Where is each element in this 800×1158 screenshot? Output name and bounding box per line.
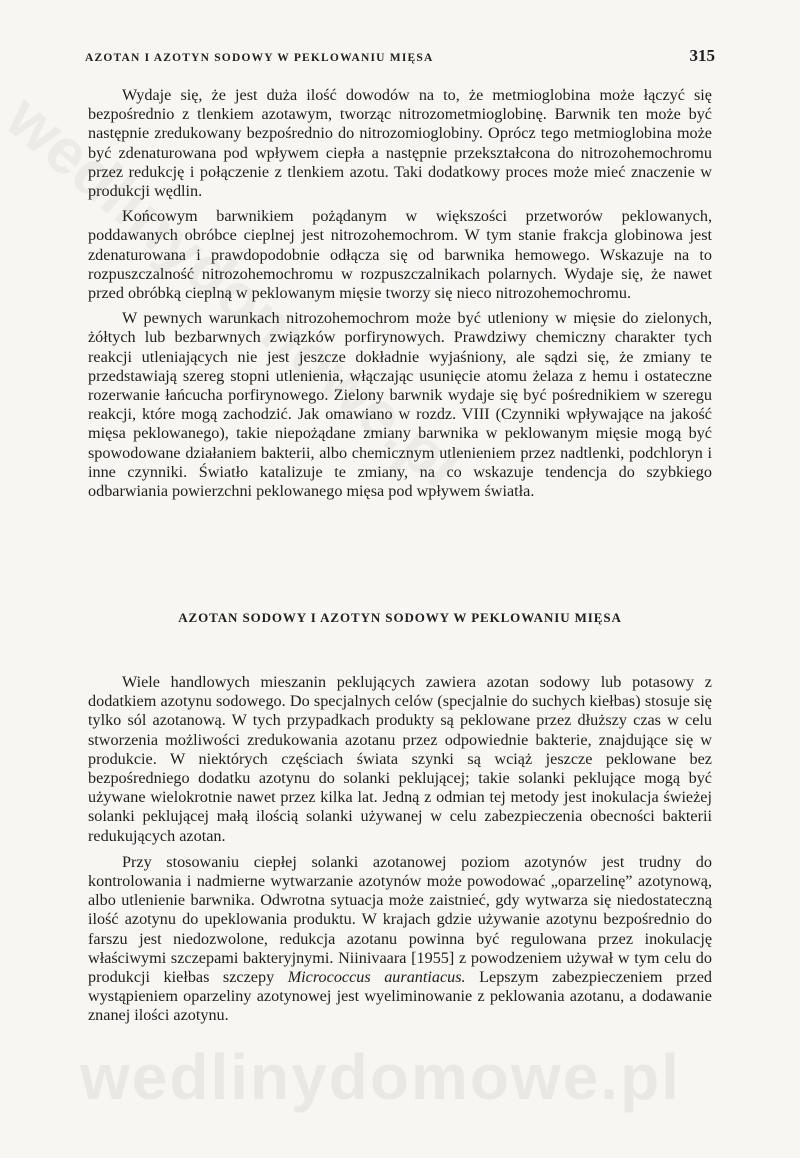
paragraph: Wydaje się, że jest duża ilość dowodów na to, że metmioglobina może łączyć się bezpośrednio z tlenkiem azotawym, tworząc nitrozometmioglobinę. Barwnik ten może być następnie zredukowany bezpośrednio do nitrozomioglobiny. Oprócz tego metmioglobina może być zdenaturowana pod wpływem ciepła a następnie przekształcona do nitrozohemochromu przez redukcję i połączenie z tlenkiem azotu. Taki dodatkowy proces może mieć znaczenie w produkcji wędlin. (88, 86, 712, 201)
paragraph-text: Przy stosowaniu ciepłej solanki azotanowej poziom azotynów jest trudny do kontrolowania i nadmierne wytwarzanie azotynów może powodować „oparzelinę” azotynową, albo utlenienie barwnika. Odwrotna sytuacja może zaistnieć, gdy wytwarza się niedostateczną ilość azotynu do upeklowania produktu. W krajach gdzie używanie azotynu bezpośrednio do farszu jest niedozwolone, redukcja azotanu powinna być regulowana przez inokulację właściwymi szczepami bakteryjnymi. Niinivaara [1955] z powodzeniem używał w tym celu do produkcji kiełbas szczepy (88, 852, 712, 987)
running-title: AZOTAN I AZOTYN SODOWY W PEKLOWANIU MIĘSA (85, 52, 434, 64)
running-header (85, 46, 715, 66)
paragraph-text: Lepszym zabezpieczeniem przed wystąpieniem oparzeliny azotynowej jest wyeliminowanie z peklowania azotanu, a dodawanie znanej ilości azotynu. (88, 968, 712, 1025)
paragraph (88, 853, 712, 1026)
watermark: wedlinydomowe.pl (80, 1041, 681, 1113)
species-name: Micrococcus aurantiacus. (287, 968, 466, 987)
paragraph: W pewnych warunkach nitrozohemochrom może być utleniony w mięsie do zielonych, żółtych lub bezbarwnych związków porfirynowych. Prawdziwy chemiczny charakter tych reakcji utleniających nie jest jeszcze dokładnie wyjaśniony, ale sądzi się, że zmiany te przedstawiają szereg stopni utlenienia, włączając usunięcie atomu żelaza z hemu i ostateczne rozerwanie łańcucha porfirynowego. Zielony barwnik wydaje się być pośrednikiem w szeregu reakcji, które mogą zachodzić. Jak omawiano w rozdz. VIII (Czynniki wpływające na jakość mięsa peklowanego), takie niepożądane zmiany barwnika w peklowanym mięsie mogą być spowodowane działaniem bakterii, albo chemicznym utlenieniem przez nadtlenki, podchloryn i inne czynniki. Światło katalizuje te zmiany, na co wskazuje tendencja do szybkiego odbarwiania powierzchni peklowanego mięsa pod wpływem światła. (88, 309, 712, 501)
section-1-body (88, 86, 712, 507)
paragraph: Końcowym barwnikiem pożądanym w większości przetworów peklowanych, poddawanych obróbce cieplnej jest nitrozohemochrom. W tym stanie frakcja globinowa jest zdenaturowana i prawdopodobnie odłącza się od barwnika hemowego. Wskazuje na to rozpuszczalność nitrozohemochromu w rozpuszczalnikach polarnych. Wydaje się, że nawet przed obróbką cieplną w peklowanym mięsie tworzy się nieco nitrozohemochromu. (88, 207, 712, 303)
page-number: 315 (689, 46, 715, 65)
section-heading: AZOTAN SODOWY I AZOTYN SODOWY W PEKLOWANIU MIĘSA (178, 610, 622, 625)
paragraph: Wiele handlowych mieszanin peklujących zawiera azotan sodowy lub potasowy z dodatkiem azotynu sodowego. Do specjalnych celów (specjalnie do suchych kiełbas) stosuje się tylko sól azotanową. W tych przypadkach produkty są peklowane przez dłuższy czas w celu stworzenia możliwości zredukowania azotanu przez odpowiednie bakterie, znajdujące się w produkcie. W niektórych częściach świata szynki są wciąż jeszcze peklowane bez bezpośredniego dodatku azotynu do solanki peklującej; takie solanki peklujące mogą być używane wielokrotnie nawet przez kilka lat. Jedną z odmian tej metody jest inokulacja świeżej solanki peklującej małą ilością solanki używanej w celu zabezpieczenia obecności bakterii redukujących azotan. (88, 673, 712, 845)
section-2-body (88, 673, 712, 1033)
